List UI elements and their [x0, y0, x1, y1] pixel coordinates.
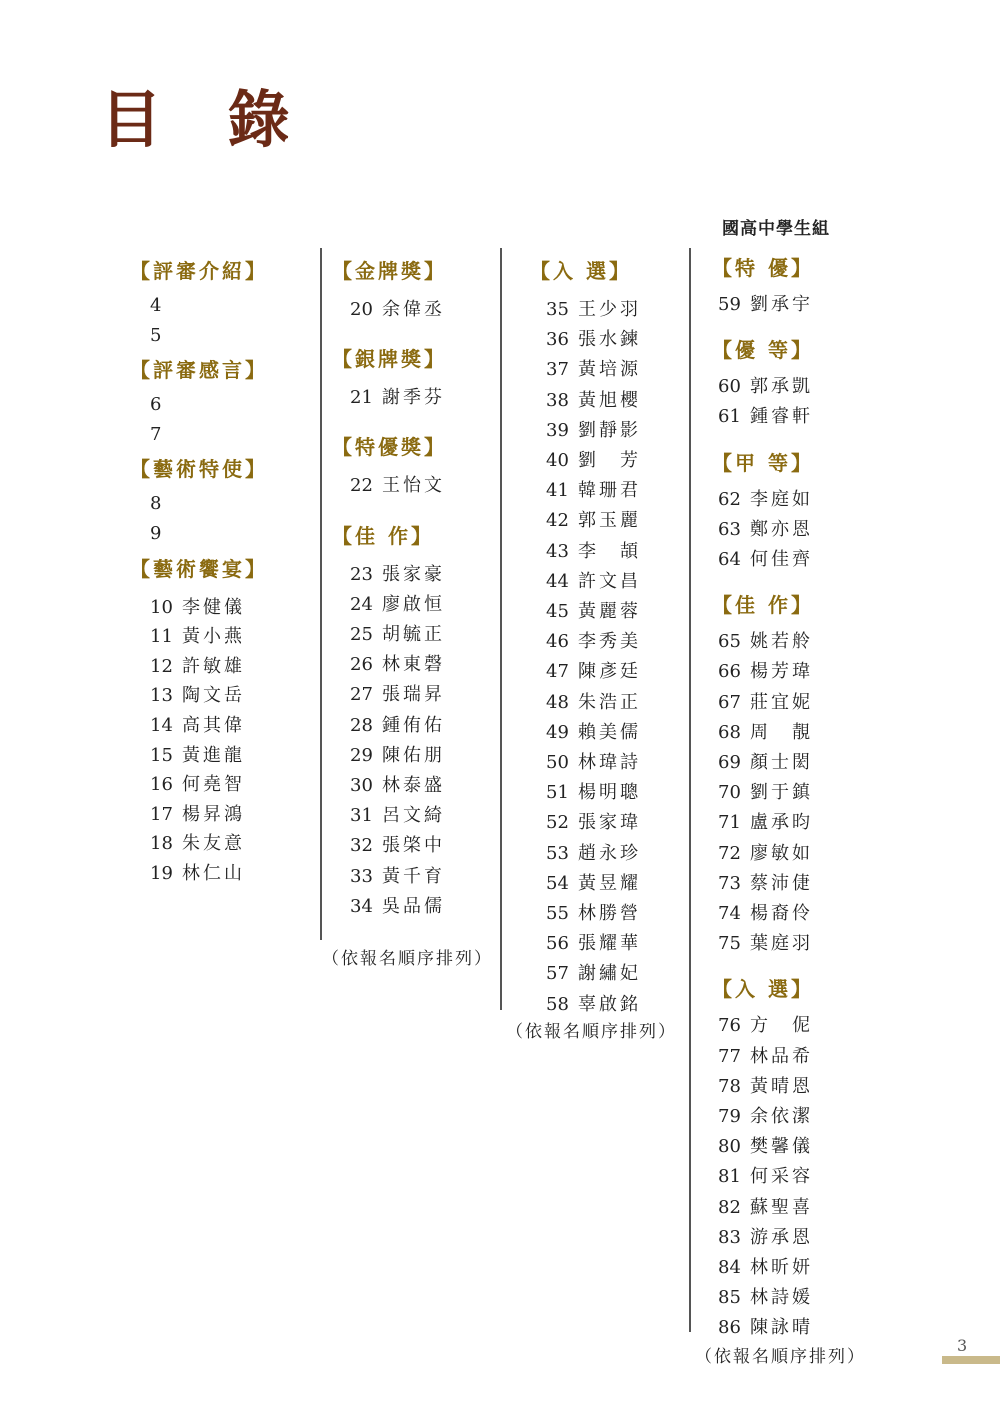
- toc-entry[interactable]: [350, 560, 445, 586]
- toc-entry[interactable]: [350, 831, 445, 857]
- group-label: 國高中學生組: [722, 219, 830, 239]
- page-ref: 70: [718, 782, 741, 804]
- page-ref: 57: [546, 963, 569, 985]
- toc-entry[interactable]: [150, 493, 182, 514]
- page-ref: 72: [718, 842, 741, 864]
- toc-entry[interactable]: [718, 1042, 813, 1068]
- toc-entry[interactable]: [718, 1072, 813, 1098]
- artist-name: 張水鍊: [578, 329, 641, 351]
- toc-entry[interactable]: [546, 506, 641, 532]
- toc-entry[interactable]: [350, 471, 445, 497]
- artist-name: 顏士閎: [750, 752, 813, 773]
- toc-entry[interactable]: [150, 295, 182, 316]
- toc-entry[interactable]: [718, 748, 813, 774]
- artist-name: 呂文綺: [382, 805, 445, 827]
- toc-entry[interactable]: [546, 869, 641, 895]
- section-heading: 【入 選】: [530, 259, 632, 283]
- artist-name: 張瑞昇: [382, 684, 445, 706]
- sort-note-col3: （依報名順序排列）: [506, 1022, 677, 1042]
- toc-entry[interactable]: [718, 545, 813, 571]
- artist-name: 黃培源: [578, 359, 641, 381]
- page-ref: 55: [546, 903, 569, 924]
- page-ref: 32: [350, 835, 373, 857]
- artist-name: 林東磬: [382, 654, 445, 676]
- sort-note-col2: （依報名順序排列）: [322, 949, 493, 969]
- artist-name: 周 靚: [750, 721, 813, 743]
- artist-name: 王怡文: [382, 475, 445, 497]
- page-ref: 50: [546, 752, 569, 773]
- page-ref: 16: [150, 774, 173, 796]
- page-ref: 40: [546, 450, 569, 471]
- artist-name: 何堯智: [182, 774, 245, 796]
- artist-name: 郭承凱: [750, 376, 813, 398]
- toc-entry[interactable]: [546, 476, 641, 502]
- toc-entry[interactable]: [718, 372, 813, 398]
- toc-entry[interactable]: [150, 741, 245, 767]
- page-ref: 51: [546, 782, 569, 804]
- artist-name: 李秀美: [578, 631, 641, 653]
- artist-name: 朱浩正: [578, 691, 641, 713]
- toc-entry[interactable]: [718, 1313, 813, 1339]
- artist-name: 陶文岳: [182, 685, 245, 707]
- artist-name: 林瑋詩: [578, 752, 641, 773]
- artist-name: 蘇聖喜: [750, 1196, 813, 1218]
- artist-name: 張棨中: [382, 835, 445, 857]
- artist-name: 朱友意: [182, 833, 245, 855]
- page-ref: 46: [546, 631, 569, 653]
- toc-entry[interactable]: [718, 1132, 813, 1158]
- artist-name: 鄭亦恩: [750, 518, 813, 540]
- toc-entry[interactable]: [718, 1253, 813, 1279]
- artist-name: 莊宜妮: [750, 691, 813, 713]
- toc-entry[interactable]: [718, 1223, 813, 1249]
- toc-entry[interactable]: [546, 386, 641, 412]
- page-ref: 33: [350, 865, 373, 887]
- artist-name: 吳品儒: [382, 895, 445, 917]
- artist-name: 蔡沛倢: [750, 872, 813, 894]
- toc-entry[interactable]: [718, 808, 813, 834]
- toc-entry[interactable]: [718, 1011, 813, 1037]
- page-ref: 4: [150, 295, 162, 316]
- toc-entry[interactable]: [546, 839, 641, 865]
- page-ref: 80: [718, 1136, 741, 1158]
- artist-name: 趙永珍: [578, 842, 641, 864]
- page-ref: 36: [546, 329, 569, 351]
- toc-entry[interactable]: [718, 627, 813, 653]
- toc-entry[interactable]: [546, 295, 641, 321]
- artist-name: 姚若舲: [750, 631, 813, 653]
- page-ref: 77: [718, 1045, 741, 1067]
- artist-name: 張家瑋: [578, 812, 641, 834]
- toc-entry[interactable]: [350, 711, 445, 737]
- toc-entry[interactable]: [150, 593, 245, 619]
- toc-entry[interactable]: [718, 839, 813, 865]
- toc-entry[interactable]: [546, 567, 641, 593]
- page-ref: 11: [150, 626, 173, 648]
- page-ref: 7: [150, 423, 162, 445]
- toc-entry[interactable]: [350, 892, 445, 918]
- artist-name: 何佳齊: [750, 549, 813, 570]
- artist-name: 陳詠晴: [750, 1317, 813, 1339]
- toc-entry[interactable]: [718, 778, 813, 804]
- toc-entry[interactable]: [150, 325, 182, 346]
- page-ref: 85: [718, 1287, 741, 1309]
- page-ref: 39: [546, 419, 569, 441]
- section-heading: 【評審介紹】: [130, 259, 268, 283]
- page-ref: 22: [350, 475, 373, 497]
- artist-name: 林詩媛: [750, 1287, 813, 1309]
- column-divider-3: [689, 248, 691, 1332]
- page-ref: 26: [350, 654, 373, 676]
- column-divider-2: [500, 248, 502, 1010]
- page-ref: 68: [718, 721, 741, 743]
- page-ref: 21: [350, 387, 373, 409]
- toc-entry[interactable]: [718, 1193, 813, 1219]
- page-ref: 24: [350, 593, 373, 615]
- page-ref: 81: [718, 1166, 741, 1188]
- section-heading: 【藝術饗宴】: [130, 556, 268, 581]
- page-ref: 5: [150, 324, 162, 346]
- toc-entry[interactable]: [546, 446, 641, 472]
- toc-entry[interactable]: [350, 590, 445, 616]
- artist-name: 胡毓正: [382, 624, 445, 645]
- artist-name: 黃小燕: [182, 626, 245, 648]
- artist-name: 賴美儒: [578, 721, 641, 743]
- artist-name: 黃晴恩: [750, 1075, 813, 1097]
- page-ref: 62: [718, 488, 741, 510]
- page-ref: 67: [718, 691, 741, 713]
- artist-name: 張家豪: [382, 563, 445, 585]
- toc-entry[interactable]: [350, 650, 445, 676]
- page-ref: 17: [150, 803, 173, 825]
- page-ref: 23: [350, 563, 373, 585]
- toc-entry[interactable]: [150, 652, 245, 678]
- toc-entry[interactable]: [546, 597, 641, 623]
- toc-entry[interactable]: [546, 325, 641, 351]
- page-ref: 54: [546, 872, 569, 894]
- page-ref: 37: [546, 359, 569, 381]
- page-ref: 82: [718, 1196, 741, 1218]
- page-ref: 35: [546, 299, 569, 320]
- toc-entry[interactable]: [150, 770, 245, 796]
- toc-entry[interactable]: [150, 681, 245, 707]
- toc-entry[interactable]: [150, 859, 245, 885]
- page-ref: 69: [718, 752, 741, 773]
- section-heading: 【銀牌獎】: [332, 347, 447, 372]
- page-ref: 66: [718, 661, 741, 683]
- toc-entry[interactable]: [150, 394, 182, 415]
- artist-name: 林勝營: [578, 903, 641, 924]
- page-ref: 52: [546, 812, 569, 834]
- artist-name: 楊裔伶: [750, 903, 813, 924]
- artist-name: 黃旭櫻: [578, 389, 641, 411]
- page-ref: 47: [546, 661, 569, 683]
- page-ref: 6: [150, 394, 162, 416]
- page-ref: 15: [150, 744, 173, 766]
- toc-entry[interactable]: [718, 899, 813, 925]
- toc-entry[interactable]: [350, 383, 445, 409]
- artist-name: 林泰盛: [382, 775, 445, 796]
- artist-name: 何采容: [750, 1166, 813, 1188]
- page-ref: 49: [546, 721, 569, 743]
- page-ref: 8: [150, 493, 162, 515]
- page-ref: 20: [350, 299, 373, 320]
- artist-name: 謝季芬: [382, 387, 445, 409]
- toc-entry[interactable]: [718, 485, 813, 511]
- toc-entry[interactable]: [718, 718, 813, 744]
- page-ref: 59: [718, 294, 741, 315]
- artist-name: 高其偉: [182, 715, 245, 736]
- toc-entry[interactable]: [546, 748, 641, 774]
- artist-name: 劉 芳: [578, 450, 641, 471]
- toc-entry[interactable]: [546, 355, 641, 381]
- page-ref: 53: [546, 842, 569, 864]
- page-ref: 71: [718, 812, 741, 834]
- artist-name: 陳彥廷: [578, 661, 641, 683]
- artist-name: 葉庭羽: [750, 933, 813, 955]
- page-ref: 56: [546, 933, 569, 955]
- artist-name: 謝繡妃: [578, 963, 641, 985]
- toc-entry[interactable]: [546, 899, 641, 925]
- page-ref: 14: [150, 715, 173, 736]
- toc-entry[interactable]: [546, 688, 641, 714]
- artist-name: 王少羽: [578, 299, 641, 320]
- section-heading: 【佳 作】: [332, 523, 434, 548]
- artist-name: 游承恩: [750, 1226, 813, 1248]
- toc-entry[interactable]: [150, 800, 245, 826]
- toc-entry[interactable]: [150, 711, 245, 737]
- page-ref: 13: [150, 685, 173, 707]
- toc-entry[interactable]: [150, 523, 182, 544]
- toc-entry[interactable]: [350, 295, 445, 321]
- toc-entry[interactable]: [546, 627, 641, 653]
- page-ref: 43: [546, 540, 569, 562]
- artist-name: 許敏雄: [182, 655, 245, 677]
- column-divider-1: [320, 248, 322, 940]
- page-ref: 18: [150, 833, 173, 855]
- artist-name: 黃麗蓉: [578, 601, 641, 622]
- toc-entry[interactable]: [150, 424, 182, 445]
- artist-name: 樊馨儀: [750, 1136, 813, 1158]
- section-heading: 【佳 作】: [712, 593, 814, 618]
- page-ref: 86: [718, 1317, 741, 1339]
- toc-entry[interactable]: [546, 808, 641, 834]
- artist-name: 林仁山: [182, 863, 245, 884]
- page-ref: 42: [546, 510, 569, 532]
- artist-name: 鍾侑佑: [382, 714, 445, 736]
- page-ref: 10: [150, 596, 173, 618]
- toc-entry[interactable]: [718, 1283, 813, 1309]
- page-ref: 74: [718, 903, 741, 924]
- artist-name: 黃昱耀: [578, 872, 641, 894]
- section-heading: 【藝術特使】: [130, 457, 268, 482]
- artist-name: 盧承昀: [750, 812, 813, 834]
- toc-entry[interactable]: [546, 990, 641, 1016]
- toc-entry[interactable]: [718, 869, 813, 895]
- toc-entry[interactable]: [350, 862, 445, 888]
- page-ref: 79: [718, 1106, 741, 1127]
- toc-entry[interactable]: [350, 620, 445, 646]
- section-heading: 【特優獎】: [332, 435, 447, 460]
- artist-name: 余依潔: [750, 1106, 813, 1127]
- page-ref: 75: [718, 933, 741, 955]
- page-ref: 34: [350, 895, 373, 917]
- toc-entry[interactable]: [350, 741, 445, 767]
- section-heading: 【優 等】: [712, 338, 814, 363]
- page-number-bar: [942, 1356, 1000, 1364]
- artist-name: 林昕妍: [750, 1257, 813, 1278]
- page-ref: 61: [718, 406, 741, 428]
- section-heading: 【評審感言】: [130, 358, 268, 383]
- page-ref: 9: [150, 523, 162, 544]
- toc-entry[interactable]: [718, 402, 813, 428]
- toc-entry[interactable]: [546, 537, 641, 563]
- page-ref: 41: [546, 480, 569, 502]
- artist-name: 楊芳瑋: [750, 661, 813, 683]
- page-ref: 28: [350, 714, 373, 736]
- toc-entry[interactable]: [546, 416, 641, 442]
- toc-entry[interactable]: [350, 680, 445, 706]
- toc-entry[interactable]: [718, 515, 813, 541]
- toc-entry[interactable]: [546, 657, 641, 683]
- page-ref: 63: [718, 518, 741, 540]
- artist-name: 李庭如: [750, 488, 813, 510]
- page-ref: 38: [546, 389, 569, 411]
- toc-entry[interactable]: [718, 929, 813, 955]
- page-ref: 84: [718, 1257, 741, 1278]
- page-ref: 19: [150, 863, 173, 884]
- artist-name: 鍾睿軒: [750, 406, 813, 428]
- artist-name: 劉靜影: [578, 419, 641, 441]
- artist-name: 黃進龍: [182, 744, 245, 766]
- artist-name: 韓珊君: [578, 480, 641, 502]
- sort-note-col4: （依報名順序排列）: [695, 1347, 866, 1367]
- page-ref: 65: [718, 631, 741, 653]
- toc-entry[interactable]: [718, 1102, 813, 1128]
- artist-name: 余偉丞: [382, 299, 445, 320]
- page-ref: 60: [718, 376, 741, 398]
- artist-name: 李 頡: [578, 540, 641, 562]
- toc-entry[interactable]: [350, 771, 445, 797]
- toc-entry[interactable]: [718, 688, 813, 714]
- page-ref: 73: [718, 872, 741, 894]
- page-number: 3: [957, 1336, 968, 1355]
- artist-name: 廖啟恒: [382, 593, 445, 615]
- page-ref: 12: [150, 655, 173, 677]
- page-ref: 31: [350, 805, 373, 827]
- page-ref: 45: [546, 601, 569, 622]
- artist-name: 劉于鎮: [750, 782, 813, 804]
- toc-entry[interactable]: [546, 718, 641, 744]
- page-ref: 25: [350, 624, 373, 645]
- artist-name: 郭玉麗: [578, 510, 641, 532]
- artist-name: 辜啟銘: [578, 993, 641, 1015]
- toc-entry[interactable]: [150, 622, 245, 648]
- toc-entry[interactable]: [150, 829, 245, 855]
- page-ref: 78: [718, 1075, 741, 1097]
- page-ref: 29: [350, 744, 373, 766]
- section-heading: 【金牌獎】: [332, 259, 447, 283]
- artist-name: 方 伲: [750, 1015, 813, 1037]
- artist-name: 林品希: [750, 1045, 813, 1067]
- page-ref: 27: [350, 684, 373, 706]
- toc-entry[interactable]: [718, 657, 813, 683]
- toc-entry[interactable]: [350, 801, 445, 827]
- artist-name: 楊昇鴻: [182, 803, 245, 825]
- section-heading: 【入 選】: [712, 977, 814, 1002]
- section-heading: 【特 優】: [712, 256, 814, 280]
- page-ref: 44: [546, 570, 569, 592]
- artist-name: 陳佑朋: [382, 744, 445, 766]
- toc-entry[interactable]: [718, 290, 813, 316]
- section-heading: 【甲 等】: [712, 450, 814, 475]
- artist-name: 廖敏如: [750, 842, 813, 864]
- artist-name: 許文昌: [578, 570, 641, 592]
- toc-entry[interactable]: [546, 959, 641, 985]
- toc-entry[interactable]: [546, 929, 641, 955]
- toc-entry[interactable]: [718, 1162, 813, 1188]
- page-ref: 76: [718, 1015, 741, 1037]
- artist-name: 劉承宇: [750, 294, 813, 315]
- page-ref: 64: [718, 549, 741, 570]
- page-ref: 83: [718, 1226, 741, 1248]
- artist-name: 黃千育: [382, 865, 445, 887]
- artist-name: 張耀華: [578, 933, 641, 955]
- toc-entry[interactable]: [546, 778, 641, 804]
- page-title: 目 錄: [100, 83, 312, 156]
- page-ref: 48: [546, 691, 569, 713]
- page-ref: 30: [350, 775, 373, 796]
- artist-name: 楊明聰: [578, 782, 641, 804]
- artist-name: 李健儀: [182, 596, 245, 618]
- page-ref: 58: [546, 993, 569, 1015]
